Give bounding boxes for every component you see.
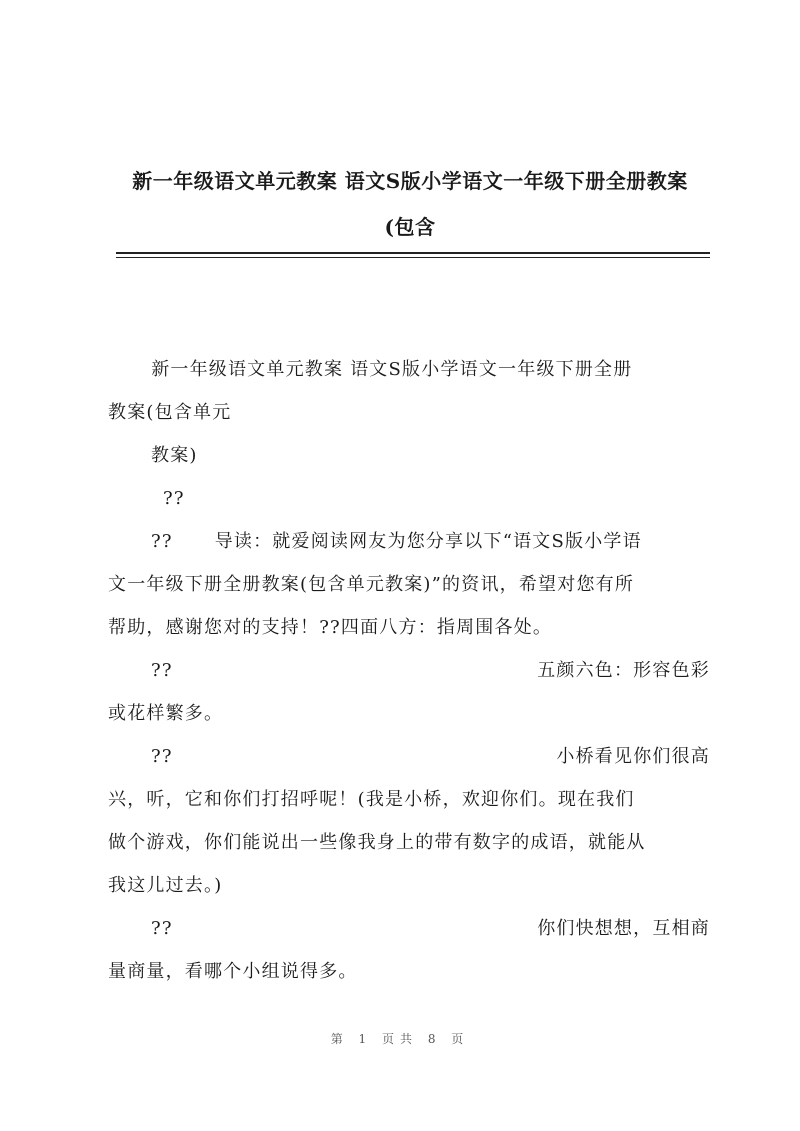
paragraph-7-line-1 <box>108 907 710 950</box>
paragraph-3: ?? <box>163 488 185 509</box>
paragraph-6-text: 小桥看见你们很高 <box>556 746 710 767</box>
paragraph-6-line-3: 做个游戏，你们能说出一些像我身上的带有数字的成语，就能从 <box>108 832 646 853</box>
paragraph-4-marker: ?? <box>151 531 173 552</box>
paragraph-6-line-2: 兴，听，它和你们打招呼呢！(我是小桥，欢迎你们。现在我们 <box>108 789 635 810</box>
paragraph-5-text: 五颜六色：形容色彩 <box>537 660 710 681</box>
paragraph-2: 教案) <box>151 445 198 466</box>
paragraph-7-line-2: 量商量，看哪个小组说得多。 <box>108 961 358 982</box>
paragraph-1-line-2: 教案(包含单元 <box>108 402 232 423</box>
title-line-2: (包含 <box>384 215 436 239</box>
title-line-1: 新一年级语文单元教案 语文S版小学语文一年级下册全册教案 <box>132 169 688 193</box>
paragraph-5-marker: ?? <box>151 660 173 681</box>
paragraph-5-line-2: 或花样繁多。 <box>108 703 224 724</box>
paragraph-6-marker: ?? <box>151 746 173 767</box>
document-body <box>108 348 710 993</box>
paragraph-6-line-1 <box>108 735 710 778</box>
document-title <box>95 158 725 250</box>
title-divider <box>116 252 710 258</box>
paragraph-6-line-4: 我这儿过去。) <box>108 875 223 896</box>
paragraph-4-line-2: 文一年级下册全册教案(包含单元教案)”的资讯，希望对您有所 <box>108 574 635 595</box>
paragraph-5-line-1 <box>108 649 710 692</box>
paragraph-1-line-1: 新一年级语文单元教案 语文S版小学语文一年级下册全册 <box>151 359 633 380</box>
paragraph-4-line-1 <box>108 520 710 563</box>
paragraph-7-marker: ?? <box>151 918 173 939</box>
paragraph-7-text: 你们快想想，互相商 <box>537 918 710 939</box>
page-footer: 第 1 页共 8 页 <box>330 1032 470 1046</box>
paragraph-4-line-3: 帮助，感谢您对的支持！??四面八方：指周围各处。 <box>108 617 553 638</box>
paragraph-4-text: 导读：就爱阅读网友为您分享以下“语文S版小学语 <box>214 531 642 552</box>
